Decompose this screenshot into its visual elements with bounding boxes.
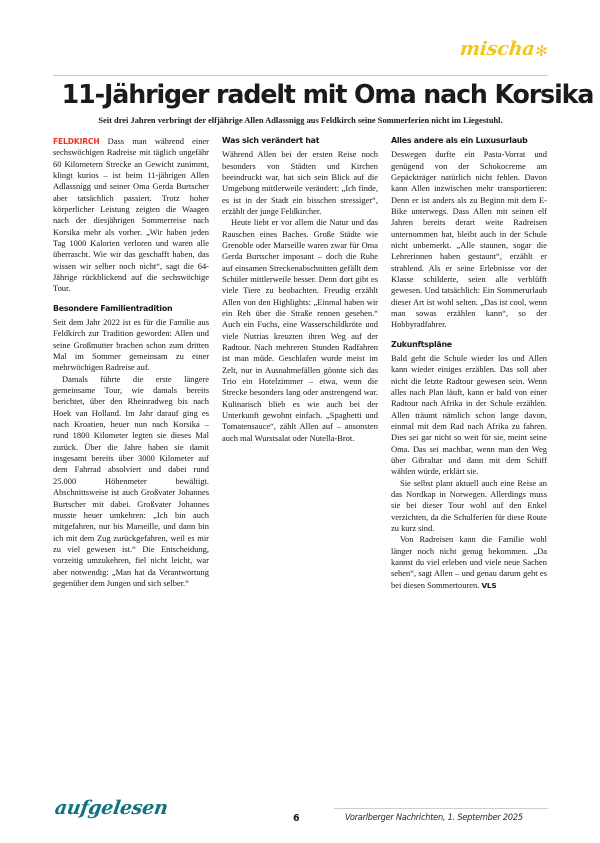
aufgelesen-logo: aufgelesen bbox=[53, 797, 170, 819]
author-signature: VLS bbox=[481, 580, 497, 590]
article-standfirst: Seit drei Jahren verbringt der elfjährige Allen Adlassnigg aus Feldkirch seine Sommerferien nicht im Liegestuhl. bbox=[98, 116, 503, 125]
page-title: 11-Jähriger radelt mit Oma nach Korsika bbox=[61, 80, 594, 110]
mischa-logo bbox=[459, 38, 549, 60]
article-column-3 bbox=[391, 136, 547, 756]
section-heading-was-sich-veraendert-hat: Was sich verändert hat bbox=[222, 135, 320, 145]
article-body bbox=[53, 136, 548, 756]
paragraph: Bald geht die Schule wieder los und Allen kann wieder einiges erzählen. Das soll aber nicht die letzte Radtour gewesen sein. Wenn alles nach Plan läuft, kann er bald von einer Radtour nach Afrika in der Schule erzählen. Allen träumt nämlich schon lange davon, einmal mit dem Rad nach Afrika zu fahren. Dies sei gar nicht so weit für sie, meint seine Oma. Das sei machbar, wenn man den Weg über Gibraltar und dann mit dem Schiff wählen würde, erklärt sie. bbox=[391, 352, 547, 477]
paragraph: Während Allen bei der ersten Reise noch besonders von Städten und Kirchen beeindruckt war, hat sich sein Blick auf die Umgebung mittlerweile verändert: „Ich finde, es ist in der Stadt ein bisschen stressiger“, erzählt der junge Feldkircher. bbox=[222, 149, 378, 216]
paragraph: Heute liebt er vor allem die Natur und das Rauschen eines Baches. Große Städte wie Grenoble oder Marseille waren zwar für Oma Gerda Burtscher imposant – doch die Ruhe auf einsamen Streckenabschnitten gefällt dem Schüler mittlerweile besser. Denn dort gibt es viele Tiere zu beobachten. Freudig erzählt Allen von den Highlights: „Einmal haben wir ein Reh über die Straße rennen gesehen.“ Auch ein Fuchs, eine Wasserschildkröte und viele Nutrias kreuzten ihren Weg auf der Radtour. Nach mehreren Stunden Radfahren ist man müde. Geschlafen wurde meist im Zelt, nur in Ausnahmefällen gönnte sich das Trio ein Hotelzimmer – etwa, wenn die Strecke besonders lang oder anstrengend war. Kulinarisch blieb es wie auch bei der Unterkunft gewohnt einfach. „Spaghetti und Tomatensauce“, zählt Allen auf – ansonsten auch mal Wurstsalat oder Nutella-Brot. bbox=[222, 217, 378, 443]
lead-paragraph-text: Dass man während einer sechswöchigen Radreise mit täglich ungefähr 60 Kilometern Strecke an Gewicht zunimmt, klingt kurios – ist beim 11-jährigen Allen Adlassnigg und seiner Oma Gerda Burtscher aber tatsächlich passiert. Trotz hoher körperlicher Leistung zeigten die Waagen nach der diesjährigen Sommerreise nach Korsika mehr als vorher. „Wir haben jeden Tag 1000 Kalorien verloren und waren alle überrascht. Wie wir das geschafft haben, das wissen wir selber noch nicht“, sagt die 64-Jährige rückblickend auf die sechswöchige Tour. bbox=[53, 136, 209, 294]
paragraph: Seit dem Jahr 2022 ist es für die Familie aus Feldkirch zur Tradition geworden: Allen und seine Großmutter brachen schon zum dritten Mal im Sommer gemeinsam zu einer mehrwöchigen Radreise auf. bbox=[53, 317, 209, 373]
article-column-1 bbox=[53, 136, 209, 756]
article-column-2 bbox=[222, 136, 378, 756]
footer-divider bbox=[334, 808, 548, 809]
paragraph: Sie selbst plant aktuell auch eine Reise an das Nordkap in Norwegen. Allerdings muss sie bei dieser Tour wohl auf den Enkel verzichten, da die Schulferien für diese Route zu kurz sind. bbox=[391, 477, 547, 534]
section-heading-familientradition: Besondere Familientradition bbox=[53, 302, 173, 313]
section-heading-alles-andere-als-ein-luxusurlaub: Alles andere als ein Luxusurlaub bbox=[391, 135, 528, 145]
paragraph: Deswegen durfte ein Pasta-Vorrat und genügend von der Schokocreme am Gepäckträger natürlich nicht fehlen. Davon kann Allen inzwischen mehr transportieren: Denn er ist anders als zu Beginn mit dem E-Bike unterwegs. Dass Allen mit seinen elf Jahren bereits derart weite Radreisen unternommen hat, bleibt auch in der Schule nicht unbemerkt. „Alle staunen, sogar die Lehrerinnen haben gestaunt“, erzählt er strahlend. Als er seine Erlebnisse vor der Klasse schilderte, seien alle verblüfft gewesen. Und tatsächlich: Ein Sommerurlaub dieser Art ist wohl selten. „Das ist cool, wenn man sowas erzählen kann“, so der Hobbyradfahrer. bbox=[391, 149, 547, 330]
paragraph-text: Von Radreisen kann die Familie wohl länger noch nicht genug bekommen. „Da kannst du viel erleben und viele neue Sachen sehen“, sagt Allen – und genau darum geht es bei diesen Sommertouren. bbox=[391, 534, 547, 590]
section-heading-zukunftsplaene: Zukunftspläne bbox=[391, 338, 452, 349]
mischa-logo-text: mischa bbox=[458, 38, 536, 60]
asterisk-icon: ✻ bbox=[534, 42, 549, 60]
footer-source-line: Vorarlberger Nachrichten, 1. September 2025 bbox=[345, 812, 523, 822]
paragraph: Damals führte die erste längere gemeinsame Tour, wie damals bereits berichtet, über den Rheinradweg bis nach Hoek van Holland. Im Jahr darauf ging es nach Kroatien, heuer nun nach Korsika – rund 1800 Kilometer legten sie dieses Mal zurück. Über die Jahre haben sie damit insgesamt bereits über 3000 Kilometer auf dem Fahrrad absolviert und dabei rund 25.000 Höhenmeter bewältigt. Abschnittsweise ist auch Großvater Johannes Burtscher mit dabei. Großvater Johannes musste heuer umkehren: „Ich bin auch mitgefahren, nur bis Marseille, und dann bin ich mit dem Zug zurückgefahren, weil es mir zu viel gewesen ist.“ Die Entscheidung, vorzeitig umzukehren, fiel nicht leicht, war aber notwendig: „Man hat da Verantwortung gegenüber dem Jungen und sich selber.“ bbox=[53, 373, 209, 588]
header-divider bbox=[53, 75, 548, 76]
page-number: 6 bbox=[293, 813, 300, 824]
lead-paragraph bbox=[53, 136, 209, 295]
dateline: FELDKIRCH bbox=[53, 137, 100, 146]
paragraph-with-signature bbox=[391, 534, 547, 591]
masthead bbox=[53, 38, 548, 72]
